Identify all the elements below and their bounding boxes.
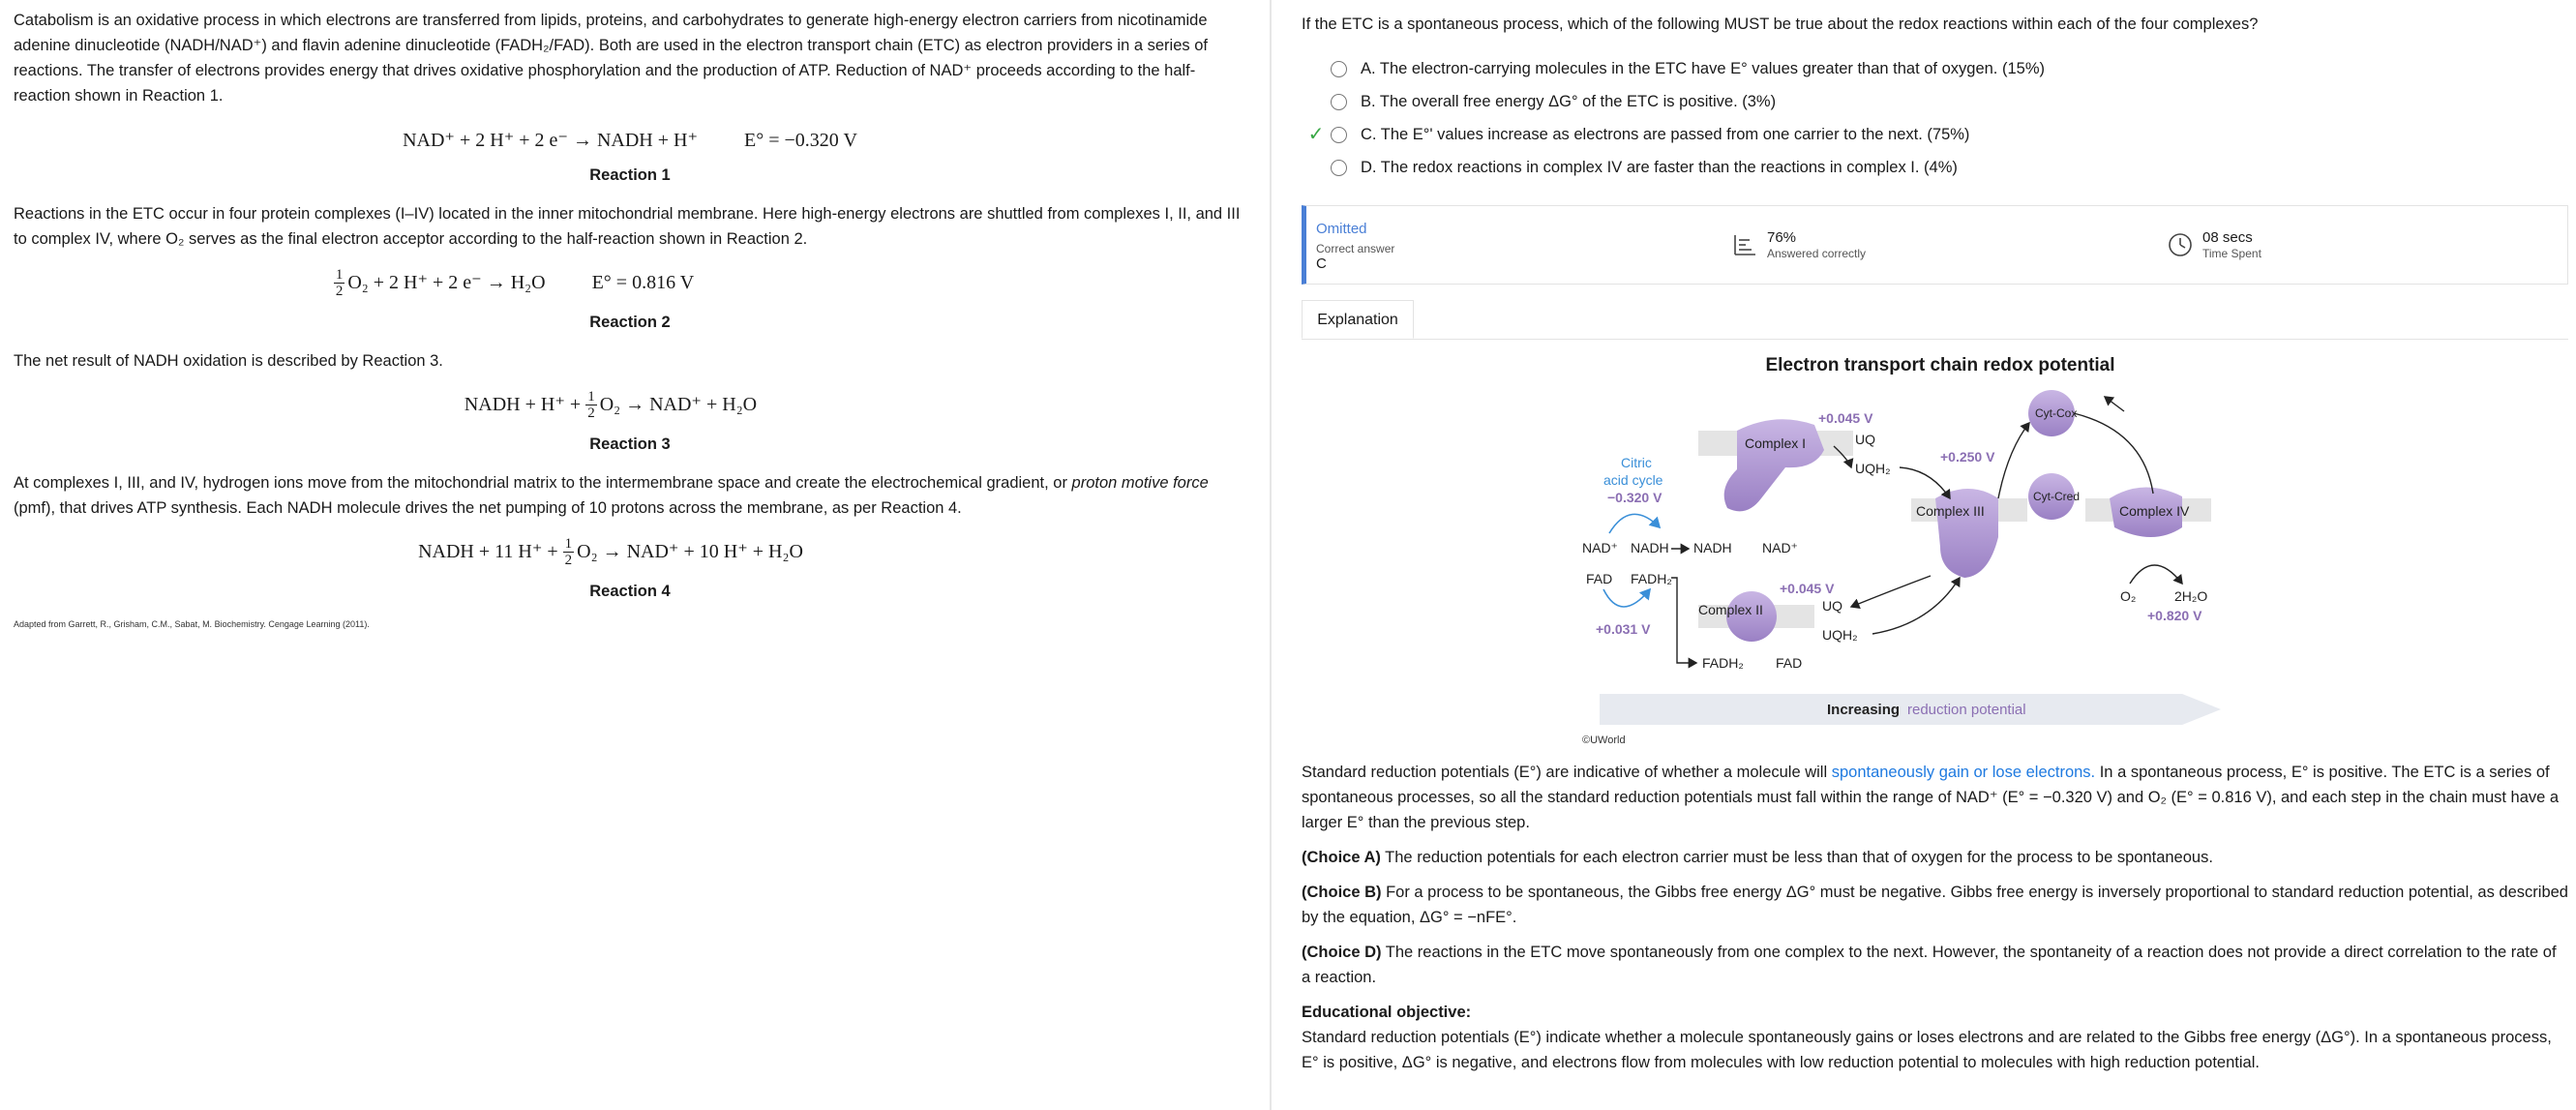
fad-cycle-arrow [1603,589,1650,607]
bar-chart-icon [1732,232,1757,257]
explanation-choice-b [1302,880,2568,930]
complex-4-label: Complex IV [2119,503,2190,519]
answer-status [1306,217,1732,273]
c3-to-cyt-arrow [1998,423,2029,498]
h2o-label: 2H₂O [2174,588,2208,604]
citric-potential: −0.320 V [1607,490,1662,505]
reaction-2-potential: E° = 0.816 V [591,272,695,293]
radio-button-c[interactable] [1331,127,1347,143]
checkmark-icon: ✓ [1307,124,1325,145]
reaction-4-formula-left: NADH + 11 H⁺ + [418,541,558,562]
tab-bar [1302,300,2568,340]
educational-objective-title: Educational objective: [1302,1004,1472,1021]
choice-b-heading: (Choice B) [1302,884,1382,901]
fadh2-label: FADH₂ [1631,571,1672,586]
question-stem: If the ETC is a spontaneous process, which of the following MUST be true about the redox reactions within each of the four complexes? [1302,15,2259,33]
explanation-text [1302,760,2568,1075]
clock-icon [2168,232,2193,257]
arrow-label-b: reduction potential [1907,702,2026,718]
choice-b-text: For a process to be spontaneous, the Gibbs free energy ΔG° must be negative. Gibbs free energy is inversely proportional to standard reduction potential, as described by the equation, ΔG° = −nFE°. [1302,884,2568,926]
percent-correct [1732,229,2158,260]
choice-d[interactable] [1302,151,2568,184]
nad-plus-label-2: NAD⁺ [1762,540,1798,555]
figure-title: Electron transport chain redox potential [1765,355,2115,375]
cyt-ox-return-arrow [2105,397,2124,411]
time-spent [2158,229,2261,260]
passage-pane [0,0,1272,1110]
omitted-status: Omitted [1316,221,1367,237]
choice-b-label: B. The overall free energy ΔG° of the ETC is positive. (3%) [1361,93,1777,110]
educational-objective-text: Standard reduction potentials (E°) indicate whether a molecule spontaneously gains or loses electrons and are related to the Gibbs free energy (ΔG°). In a spontaneous process, E° is positive, ΔG° is negative, and electrons flow from molecules with low reduction potential to molecules with high reduction potential. [1302,1029,2552,1071]
uqh2-1-to-c3-arrow [1900,467,1950,498]
complex-1-shape [1724,419,1824,511]
spontaneous-link[interactable]: spontaneously gain or lose electrons. [1831,764,2096,781]
uq-2-label: UQ [1822,598,1842,614]
reaction-1-formula: NAD⁺ + 2 H⁺ + 2 e⁻ → NADH + H⁺ [403,130,699,151]
reaction-3-fraction [585,389,597,421]
reaction-4-formula-right: O₂ → NAD⁺ + 10 H⁺ + H₂O [577,541,803,562]
reaction-1-equation [14,118,1246,163]
c2-potential: +0.045 V [1780,581,1835,596]
choice-a-text: The reduction potentials for each electron carrier must be less than that of oxygen for the process to be spontaneous. [1380,849,2213,866]
reaction-3-title: Reaction 3 [589,435,671,453]
cyt-c-ox-label: Cyt-Cox [2035,406,2078,420]
fad-label: FAD [1586,571,1613,586]
choice-c-label: C. The E°' values increase as electrons are passed from one carrier to the next. (75%) [1361,126,1970,143]
choice-d-text: The reactions in the ETC move spontaneously from one complex to the next. However, the spontaneity of a reaction does not provide a direct correlation to the rate of a reaction. [1302,944,2557,986]
c1-potential: +0.045 V [1818,410,1873,426]
c4-potential: +0.820 V [2147,608,2202,623]
etc-figure [1582,353,2298,760]
cyt-c-red-label: Cyt-Cred [2033,490,2081,503]
fad-bottom-label: FAD [1776,655,1803,671]
choice-d-heading: (Choice D) [1302,944,1382,961]
fad-potential: +0.031 V [1596,621,1651,637]
o2-to-h2o-arrow [2130,565,2182,584]
fraction-numerator: 1 [587,388,595,405]
explanation-choice-a [1302,845,2568,870]
fraction-numerator: 1 [564,535,573,552]
p4-italic: proton motive force [1071,474,1209,492]
complex-3-shape [1935,489,1998,578]
nad-plus-label: NAD⁺ [1582,540,1618,555]
radio-button-d[interactable] [1331,160,1347,176]
uqh2-1-label: UQH₂ [1855,461,1891,476]
reaction-3-equation [14,377,1246,432]
citric-label: Citric [1621,455,1652,470]
reaction-4-title: Reaction 4 [589,583,671,600]
question-pane [1272,0,2576,1110]
reaction-4-equation [14,525,1246,579]
explanation-paragraph-1 [1302,760,2568,835]
reaction-1-potential: E° = −0.320 V [744,130,857,151]
arrow-label-a: Increasing [1827,702,1901,718]
correct-answer-label: Correct answer [1316,242,1395,255]
p4-text-a: At complexes I, III, and IV, hydrogen ions move from the mitochondrial matrix to the intermembrane space and create the electrochemical gradient, or [14,474,1072,492]
time-value: 08 secs [2202,229,2253,246]
uq-1-label: UQ [1855,432,1875,447]
passage-paragraph-1: Catabolism is an oxidative process in which electrons are transferred from lipids, proteins, and carbohydrates to generate high-energy electron carriers from nicotinamide adenine dinucleotide (NADH/NAD⁺) and flavin adenine dinucleotide (FADH₂/FAD). Both are used in the electron transport chain (ETC) as electron providers in a series of reactions. The transfer of electrons provides energy that drives oxidative phosphorylation and the production of ATP. Reduction of NAD⁺ proceeds according to the half-reaction shown in Reaction 1. [14,12,1208,105]
radio-button-b[interactable] [1331,94,1347,110]
reaction-2-formula: O₂ + 2 H⁺ + 2 e⁻ → H₂O [347,272,546,293]
correct-answer-value: C [1316,255,1327,272]
expl-p1-a: Standard reduction potentials (E°) are indicative of whether a molecule will [1302,764,1832,781]
answer-choices [1302,52,2568,184]
choice-a-label: A. The electron-carrying molecules in the ETC have E° values greater than that of oxygen. (15%) [1361,60,2045,77]
c3-to-uq-2-arrow [1851,576,1931,607]
fadh2-bracket-arrow [1671,578,1696,663]
uqh2-2-to-c3-arrow [1872,578,1960,634]
etc-diagram [1582,353,2298,760]
reaction-3-formula-right: O₂ → NAD⁺ + H₂O [599,394,758,415]
nad-cycle-arrow [1609,514,1660,533]
choice-d-label: D. The redox reactions in complex IV are faster than the reactions in complex I. (4%) [1361,159,1958,176]
p4-text-b: (pmf), that drives ATP synthesis. Each NADH molecule drives the net pumping of 10 protons across the membrane, as per Reaction 4. [14,499,962,517]
fraction-denominator: 2 [335,283,344,299]
acid-cycle-label: acid cycle [1603,472,1663,488]
reaction-1-title: Reaction 1 [589,166,671,184]
passage-paragraph-3: The net result of NADH oxidation is described by Reaction 3. [14,352,443,370]
complex-1-label: Complex I [1745,435,1807,451]
c3-potential: +0.250 V [1940,449,1995,465]
reaction-4-fraction [563,536,575,568]
percent-label: Answered correctly [1767,247,1867,260]
choice-a[interactable] [1302,52,2568,85]
reaction-3-formula-left: NADH + H⁺ + [464,394,582,415]
citation: Adapted from Garrett, R., Grisham, C.M., Sabat, M. Biochemistry. Cengage Learning (2011). [14,619,370,629]
expl-p1-b: In a spontaneous process, E° is positive. The ETC is a series of spontaneous processes, so all the standard reduction potentials must fall within the range of NAD⁺ (E° = −0.320 V) and O₂ (E° = 0.816 V), and each step in the chain must have a larger E° than the previous step. [1302,764,2560,831]
reaction-2-fraction [334,267,345,299]
nadh-label-2: NADH [1693,540,1732,555]
nadh-label: NADH [1631,540,1669,555]
reaction-2-equation [14,255,1246,310]
cyt-to-c4-arrow [2074,413,2153,494]
answer-stats-bar [1302,205,2568,285]
o2-label: O₂ [2120,588,2137,604]
radio-button-a[interactable] [1331,61,1347,77]
complex-3-label: Complex III [1916,503,1985,519]
time-label: Time Spent [2202,247,2261,260]
fadh2-bottom-label: FADH₂ [1702,655,1744,671]
passage-paragraph-2: Reactions in the ETC occur in four protein complexes (I–IV) located in the inner mitochondrial membrane. Here high-energy electrons are shuttled from complexes I, II, and III to complex IV, where O₂ serves as the final electron acceptor according to the half-reaction shown in Reaction 2. [14,205,1241,248]
fraction-denominator: 2 [564,552,573,568]
passage-paragraph-4 [14,470,1246,521]
reaction-2-title: Reaction 2 [589,314,671,331]
explanation-choice-d [1302,940,2568,990]
choice-b[interactable] [1302,85,2568,118]
choice-c[interactable] [1302,118,2568,151]
complex-2-label: Complex II [1698,602,1763,617]
copyright-text: ©UWorld [1582,735,1626,746]
percent-value: 76% [1767,229,1797,246]
fraction-numerator: 1 [335,266,344,283]
tab-explanation[interactable]: Explanation [1302,300,1414,339]
uqh2-2-label: UQH₂ [1822,627,1858,643]
fraction-denominator: 2 [587,405,595,421]
choice-a-heading: (Choice A) [1302,849,1381,866]
